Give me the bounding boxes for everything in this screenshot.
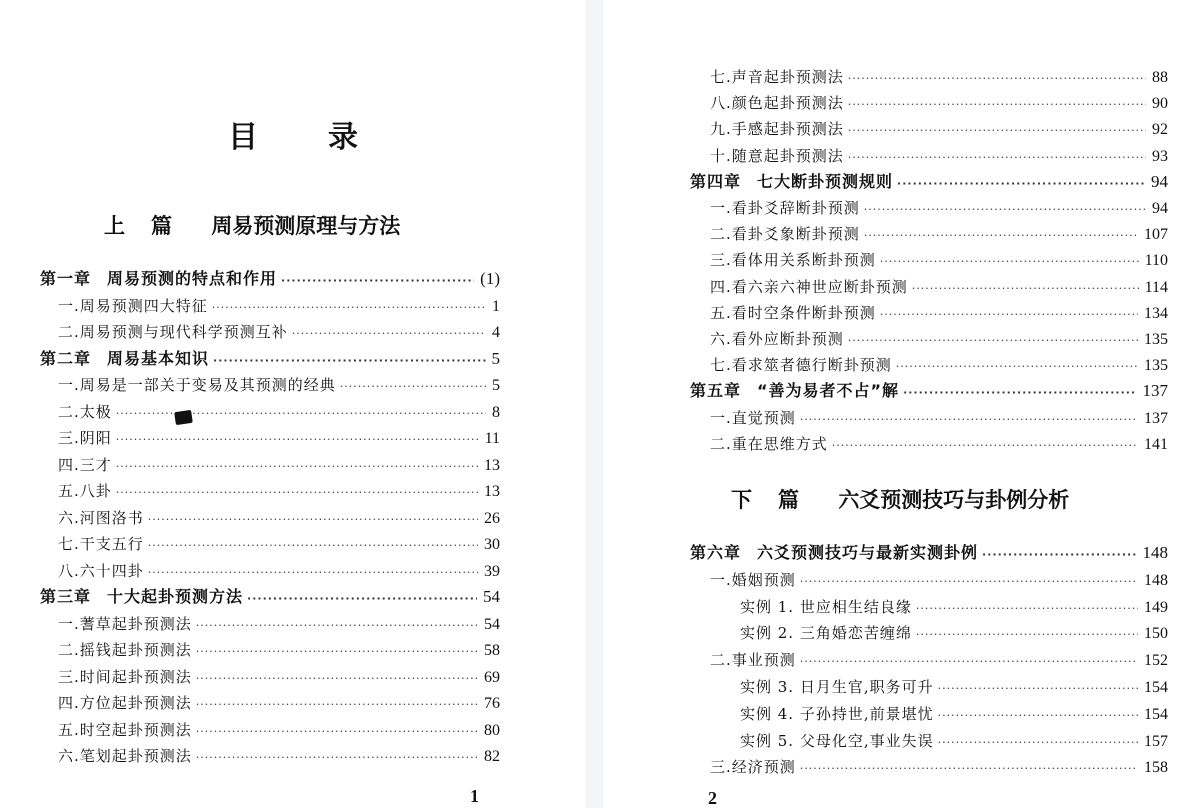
toc-entry-section[interactable] <box>58 293 500 319</box>
dot-leader <box>116 454 478 480</box>
toc-entry-chapter[interactable] <box>40 584 500 610</box>
toc-entry-section[interactable] <box>710 195 1168 221</box>
toc-page-number: 69 <box>484 668 500 686</box>
toc-entry-section[interactable] <box>58 319 500 345</box>
dot-leader <box>292 321 486 347</box>
dot-leader <box>903 380 1136 406</box>
dot-leader <box>196 666 478 692</box>
toc-entry-section[interactable] <box>710 300 1168 326</box>
dot-leader <box>897 171 1145 197</box>
toc-entry-label: 一.蓍草起卦预测法 <box>58 614 192 633</box>
toc-entry-label: 三.看体用关系断卦预测 <box>710 251 876 270</box>
toc-entry-label: 七.声音起卦预测法 <box>710 68 844 86</box>
page-number-left: 1 <box>470 786 479 806</box>
toc-entry-chapter[interactable] <box>690 378 1168 404</box>
part-prefix: 上篇 <box>104 214 198 238</box>
toc-page-number: 135 <box>1144 357 1168 375</box>
toc-entry-label <box>690 378 903 404</box>
dot-leader <box>864 197 1146 223</box>
dot-leader <box>848 92 1146 118</box>
toc-entry-example[interactable] <box>740 674 1168 700</box>
chapter-number: 第六章 <box>690 543 742 562</box>
toc-entry-label: 二.看卦爻象断卦预测 <box>710 225 860 244</box>
toc-entry-label: 一.婚姻预测 <box>710 570 796 589</box>
toc-page-number: 90 <box>1152 95 1168 113</box>
toc-entry-label: 实例 2. 三角婚恋苦缠绵 <box>740 624 912 643</box>
ink-smudge <box>174 410 193 425</box>
toc-entry-section[interactable] <box>710 431 1168 457</box>
dot-leader <box>116 427 479 453</box>
dot-leader <box>212 295 486 321</box>
dot-leader <box>281 268 474 294</box>
dot-leader <box>938 676 1138 702</box>
toc-entry-section[interactable] <box>710 221 1168 247</box>
toc-entry-example[interactable] <box>740 701 1168 727</box>
toc-page-number: 94 <box>1152 200 1168 217</box>
left-page <box>0 0 586 808</box>
toc-page-number: 1 <box>492 297 500 315</box>
toc-entry-section[interactable] <box>58 664 500 690</box>
toc-entry-label: 十.随意起卦预测法 <box>710 146 844 165</box>
toc-entry-section[interactable] <box>58 399 500 425</box>
dot-leader <box>982 542 1136 568</box>
dot-leader <box>896 354 1138 380</box>
toc-entry-label: 四.方位起卦预测法 <box>58 694 192 712</box>
toc-entry-label: 七.干支五行 <box>58 535 144 553</box>
toc-page-number: 92 <box>1152 121 1168 139</box>
toc-page-number: 26 <box>484 509 500 527</box>
chapter-number: 第四章 <box>690 171 742 191</box>
toc-entry-section[interactable] <box>58 425 500 451</box>
dot-leader <box>848 118 1146 144</box>
toc-page-number: 149 <box>1144 598 1168 616</box>
toc-entry-example[interactable] <box>740 620 1168 646</box>
toc-entry-chapter[interactable] <box>690 540 1168 566</box>
dot-leader <box>800 756 1138 782</box>
dot-leader <box>116 401 486 427</box>
toc-page-number: 80 <box>484 721 500 739</box>
dot-leader <box>848 328 1138 354</box>
toc-entry-label: 六.笔划起卦预测法 <box>58 747 192 765</box>
dot-leader <box>880 249 1139 275</box>
part-text: 六爻预测技巧与卦例分析 <box>838 488 1070 512</box>
dot-leader <box>116 480 478 506</box>
dot-leader <box>800 569 1138 595</box>
chapter-title: 十大起卦预测方法 <box>107 587 244 606</box>
chapter-number: 第三章 <box>40 587 92 606</box>
chapter-title: 七大断卦预测规则 <box>757 171 894 191</box>
toc-entry-section[interactable] <box>58 717 500 743</box>
right-page <box>603 0 1198 808</box>
dot-leader <box>848 66 1146 92</box>
toc-page-number: 54 <box>484 615 500 633</box>
toc-page-number: 11 <box>484 430 500 447</box>
toc-entry-section[interactable] <box>710 326 1168 352</box>
toc-page-number: 76 <box>484 695 500 712</box>
toc-page-number: 110 <box>1144 252 1168 270</box>
toc-page-number: 39 <box>484 562 500 580</box>
toc-entry-label: 五.时空起卦预测法 <box>58 720 192 739</box>
toc-entry-section[interactable] <box>710 754 1168 780</box>
toc-page-number: 141 <box>1144 435 1168 453</box>
toc-entry-label <box>40 346 213 372</box>
chapter-title: “善为易者不占”解 <box>757 381 900 401</box>
toc-entry-label: 八.颜色起卦预测法 <box>710 94 844 113</box>
toc-entry-section[interactable] <box>58 637 500 663</box>
page-number-right: 2 <box>708 788 717 808</box>
toc-entry-section[interactable] <box>58 452 500 478</box>
toc-page-number: 154 <box>1144 705 1168 723</box>
toc-page-number: 8 <box>492 403 500 421</box>
chapter-number: 第一章 <box>40 269 92 288</box>
toc-entry-section[interactable] <box>58 690 500 716</box>
dot-leader <box>800 649 1138 675</box>
toc-page-number: 114 <box>1144 278 1168 296</box>
toc-page-number: 54 <box>483 587 500 606</box>
toc-page-number: 82 <box>484 748 500 765</box>
dot-leader <box>916 596 1138 622</box>
toc-entry-section[interactable] <box>710 143 1168 169</box>
toc-entry-label: 二.事业预测 <box>710 651 796 670</box>
part-title-upper <box>104 210 400 240</box>
dot-leader <box>196 692 478 718</box>
toc-entry-label: 五.看时空条件断卦预测 <box>710 303 876 322</box>
toc-entry-label: 实例 4. 子孙持世,前景堪忧 <box>740 704 934 723</box>
toc-page-number: 158 <box>1144 759 1168 777</box>
chapter-number: 第五章 <box>690 381 742 401</box>
toc-entry-section[interactable] <box>710 274 1168 300</box>
dot-leader <box>864 223 1138 249</box>
toc-entry-label: 四.三才 <box>58 455 112 474</box>
toc-page-number: 30 <box>484 536 500 553</box>
toc-page-number: 150 <box>1144 625 1168 643</box>
dot-leader <box>916 622 1138 648</box>
toc-entry-label: 六.看外应断卦预测 <box>710 330 844 348</box>
part-text: 周易预测原理与方法 <box>211 214 401 238</box>
part-title-lower <box>731 484 1069 514</box>
dot-leader <box>247 586 477 612</box>
dot-leader <box>848 145 1146 171</box>
toc-page-number: 94 <box>1151 171 1168 191</box>
toc-entry-section[interactable] <box>58 743 500 769</box>
toc-entry-example[interactable] <box>740 728 1168 754</box>
toc-entry-label: 三.阴阳 <box>58 429 112 447</box>
toc-page-number: 137 <box>1144 409 1168 427</box>
toc-page-number: 5 <box>492 377 500 394</box>
toc-page-number: 135 <box>1144 331 1168 348</box>
toc-page-number: 157 <box>1144 732 1168 750</box>
toc-page-number: 152 <box>1144 652 1168 670</box>
toc-page-number: 137 <box>1142 381 1168 401</box>
toc-entry-label <box>690 169 897 195</box>
toc-entry-label: 实例 3. 日月生官,职务可升 <box>740 678 934 696</box>
toc-entry-label: 七.看求筮者德行断卦预测 <box>710 356 892 375</box>
toc-entry-section[interactable] <box>710 90 1168 116</box>
dot-leader <box>196 613 478 639</box>
dot-leader <box>938 730 1138 756</box>
toc-entry-chapter[interactable] <box>40 266 500 292</box>
toc-entry-section[interactable] <box>710 116 1168 142</box>
toc-page-number: 4 <box>492 324 500 341</box>
dot-leader <box>196 639 478 665</box>
chapter-title: 周易预测的特点和作用 <box>107 269 278 288</box>
toc-entry-label: 二.摇钱起卦预测法 <box>58 641 192 659</box>
toc-entry-section[interactable] <box>710 64 1168 90</box>
toc-entry-section[interactable] <box>58 478 500 504</box>
toc-entry-label <box>40 584 247 610</box>
toc-page-number: 93 <box>1152 147 1168 165</box>
toc-entry-section[interactable] <box>58 505 500 531</box>
toc-page-number: 5 <box>491 348 500 368</box>
toc-entry-label: 实例 5. 父母化空,事业失误 <box>740 731 934 750</box>
toc-entry-label: 八.六十四卦 <box>58 561 144 580</box>
dot-leader <box>938 703 1138 729</box>
toc-page-number: 13 <box>484 456 500 474</box>
toc-entry-label: 实例 1. 世应相生结良缘 <box>740 597 912 616</box>
toc-title: 目录 <box>228 120 428 155</box>
dot-leader <box>340 374 486 400</box>
toc-page-number: 107 <box>1144 226 1168 244</box>
toc-entry-section[interactable] <box>710 567 1168 593</box>
toc-entry-section[interactable] <box>58 611 500 637</box>
toc-entry-label: 一.直觉预测 <box>710 408 796 427</box>
dot-leader <box>196 745 478 771</box>
toc-entry-example[interactable] <box>740 594 1168 620</box>
toc-entry-label: 一.周易预测四大特征 <box>58 296 208 315</box>
dot-leader <box>213 348 485 374</box>
toc-entry-section[interactable] <box>58 531 500 557</box>
toc-entry-label: 一.看卦爻辞断卦预测 <box>710 199 860 217</box>
toc-entry-label: 四.看六亲六神世应断卦预测 <box>710 277 908 296</box>
chapter-title: 六爻预测技巧与最新实测卦例 <box>757 543 979 562</box>
toc-page-number: 13 <box>484 483 500 500</box>
toc-entry-label <box>40 266 281 292</box>
toc-entry-chapter[interactable] <box>690 169 1168 195</box>
toc-page-number: 154 <box>1144 679 1168 696</box>
dot-leader <box>148 507 478 533</box>
toc-entry-label: 九.手感起卦预测法 <box>710 120 844 139</box>
toc-entry-label: 二.重在思维方式 <box>710 434 828 453</box>
toc-entry-label: 五.八卦 <box>58 482 112 500</box>
toc-page-number: 58 <box>484 642 500 659</box>
toc-entry-section[interactable] <box>710 647 1168 673</box>
dot-leader <box>148 560 478 586</box>
dot-leader <box>148 533 478 559</box>
dot-leader <box>912 276 1139 302</box>
toc-entry-chapter[interactable] <box>40 346 500 372</box>
toc-page-number: (1) <box>480 269 500 288</box>
toc-entry-section[interactable] <box>58 372 500 398</box>
toc-entry-section[interactable] <box>710 352 1168 378</box>
toc-entry-label: 三.时间起卦预测法 <box>58 667 192 686</box>
toc-page-number: 134 <box>1144 304 1168 322</box>
dot-leader <box>196 719 478 745</box>
toc-entry-label: 二.周易预测与现代科学预测互补 <box>58 323 288 341</box>
toc-entry-label: 六.河图洛书 <box>58 508 144 527</box>
toc-entry-section[interactable] <box>710 247 1168 273</box>
toc-page-number: 148 <box>1144 571 1168 589</box>
dot-leader <box>832 433 1138 459</box>
toc-page-number: 88 <box>1152 69 1168 86</box>
toc-entry-label: 二.太极 <box>58 402 112 421</box>
toc-entry-section[interactable] <box>710 405 1168 431</box>
toc-page-number: 148 <box>1142 543 1168 562</box>
dot-leader <box>880 302 1138 328</box>
part-prefix: 下篇 <box>731 488 825 512</box>
toc-entry-label: 三.经济预测 <box>710 758 796 777</box>
page-gutter <box>586 0 603 808</box>
dot-leader <box>800 407 1138 433</box>
chapter-title: 周易基本知识 <box>107 348 210 368</box>
toc-entry-label <box>690 540 982 566</box>
toc-entry-section[interactable] <box>58 558 500 584</box>
toc-entry-label: 一.周易是一部关于变易及其预测的经典 <box>58 376 336 394</box>
chapter-number: 第二章 <box>40 348 92 368</box>
